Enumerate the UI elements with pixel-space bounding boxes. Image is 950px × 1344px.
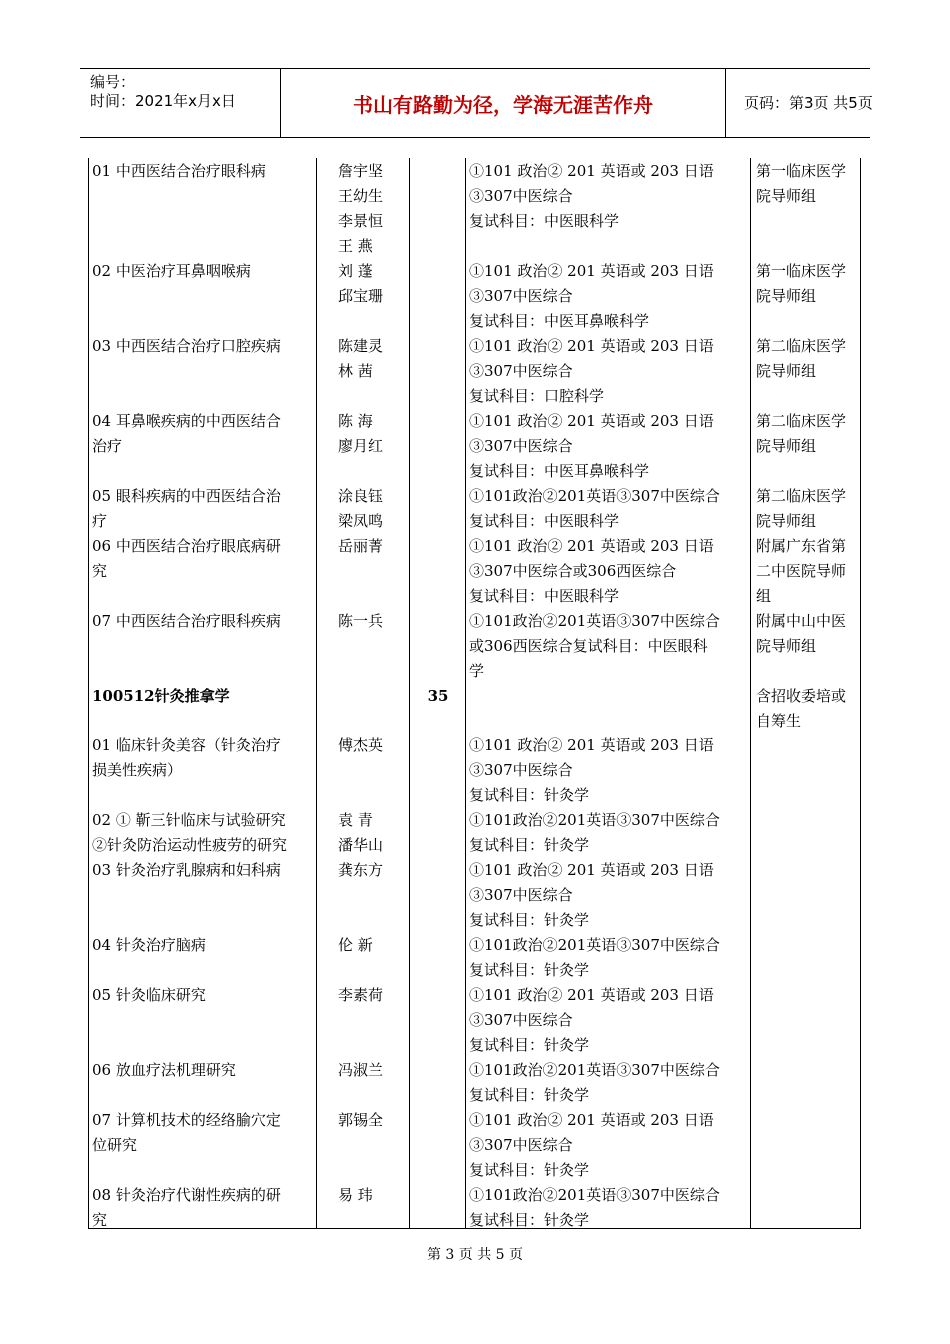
exam-subjects: [469, 409, 751, 484]
exam-subjects: [469, 259, 751, 334]
remark: [756, 159, 860, 209]
tutor-names-line: 王 燕: [338, 237, 373, 255]
tutor-names-line: 陈 海: [338, 412, 373, 430]
tutor-names-line: 邱宝珊: [338, 287, 384, 305]
exam-subjects: [469, 334, 751, 409]
exam-subjects: [469, 933, 751, 983]
tutor-names: [338, 609, 390, 634]
remark: [756, 534, 860, 609]
exam-subjects-line: 复试科目：中医眼科学: [469, 587, 620, 605]
exam-subjects-line: 复试科目：中医眼科学: [469, 212, 620, 230]
research-direction-line: 08 针灸治疗代谢性疾病的研: [92, 1186, 281, 1204]
tutor-names-line: 伦 新: [338, 936, 373, 954]
research-direction-line: 100512针灸推拿学: [92, 687, 230, 705]
exam-subjects-line: 复试科目：针灸学: [469, 1036, 590, 1054]
research-direction-line: 04 针灸治疗脑病: [92, 936, 206, 954]
exam-subjects: [469, 1183, 751, 1233]
research-direction-line: 究: [92, 562, 108, 580]
research-direction-line: 究: [92, 1211, 108, 1229]
research-direction-line: 03 中西医结合治疗口腔疾病: [92, 337, 281, 355]
tutor-names: [338, 933, 390, 958]
research-direction-line: 05 针灸临床研究: [92, 986, 206, 1004]
research-direction: [92, 484, 316, 534]
research-direction: [92, 733, 316, 783]
exam-subjects-line: ①101 政治② 201 英语或 203 日语: [469, 537, 714, 555]
motto: 书山有路勤为径，学海无涯苦作舟: [353, 93, 653, 117]
remark-line: 第二临床医学: [756, 412, 847, 430]
tutor-names-line: 陈一兵: [338, 612, 384, 630]
exam-subjects-line: ③307中医综合: [469, 1136, 573, 1154]
remark-line: 第二临床医学: [756, 487, 847, 505]
exam-subjects-line: ①101 政治② 201 英语或 203 日语: [469, 412, 714, 430]
header-meta: [80, 69, 280, 137]
tutor-names-line: 岳丽菁: [338, 537, 384, 555]
tutor-names: [338, 159, 390, 259]
exam-subjects-line: ①101 政治② 201 英语或 203 日语: [469, 337, 714, 355]
remark-line: 第一临床医学: [756, 262, 847, 280]
remark: [756, 484, 860, 534]
exam-subjects-line: ①101政治②201英语③307中医综合: [469, 811, 720, 829]
time-label: 时间：2021年x月x日: [90, 92, 236, 110]
tutor-names-line: 涂良钰: [338, 487, 384, 505]
exam-subjects-line: 复试科目：针灸学: [469, 1086, 590, 1104]
tutor-names-line: 李景恒: [338, 212, 384, 230]
tutor-names-line: 李素荷: [338, 986, 384, 1004]
tutor-names: [338, 1108, 390, 1133]
remark: [756, 334, 860, 384]
remark-line: 第二临床医学: [756, 337, 847, 355]
remark-line: 院导师组: [756, 637, 817, 655]
page-header: [80, 68, 873, 138]
research-direction: [92, 409, 316, 459]
tutor-names-line: 袁 青: [338, 811, 373, 829]
exam-subjects-line: 复试科目：针灸学: [469, 961, 590, 979]
tutor-names-line: 林 茜: [338, 362, 373, 380]
tutor-names-line: 梁凤鸣: [338, 512, 384, 530]
research-direction: [92, 933, 316, 958]
research-direction-line: 位研究: [92, 1136, 138, 1154]
exam-subjects-line: ③307中医综合: [469, 1011, 573, 1029]
research-direction: [92, 858, 316, 883]
tutor-names: [338, 733, 390, 758]
exam-subjects: [469, 1058, 751, 1108]
tutor-names: [338, 808, 390, 858]
exam-subjects: [469, 159, 751, 234]
remark-line: 组: [756, 587, 772, 605]
tutor-names-line: 郭锡全: [338, 1111, 384, 1129]
remark: [756, 259, 860, 309]
exam-subjects-line: ①101 政治② 201 英语或 203 日语: [469, 262, 714, 280]
research-direction: [92, 334, 316, 359]
research-direction: [92, 1058, 316, 1083]
tutor-names-line: 龚东方: [338, 861, 384, 879]
remark-line: 院导师组: [756, 362, 817, 380]
enrollment-count: 35: [427, 687, 449, 705]
tutor-names: [338, 334, 390, 384]
remark: [756, 609, 860, 659]
exam-subjects-line: ①101 政治② 201 英语或 203 日语: [469, 986, 714, 1004]
research-direction-line: 06 中西医结合治疗眼底病研: [92, 537, 281, 555]
exam-subjects-line: 复试科目：中医耳鼻喉科学: [469, 312, 650, 330]
tutor-names-line: 廖月红: [338, 437, 384, 455]
research-direction: [92, 983, 316, 1008]
remark-line: 院导师组: [756, 187, 817, 205]
exam-subjects: [469, 808, 751, 858]
tutor-names-line: 易 玮: [338, 1186, 373, 1204]
research-direction-line: 损美性疾病）: [92, 761, 183, 779]
exam-subjects: [469, 484, 751, 534]
research-direction: [92, 808, 316, 858]
research-direction-line: 01 临床针灸美容（针灸治疗: [92, 736, 281, 754]
code-label: 编号：: [90, 73, 136, 91]
exam-subjects-line: 复试科目：中医耳鼻喉科学: [469, 462, 650, 480]
exam-subjects: [469, 534, 751, 609]
exam-subjects-line: ③307中医综合: [469, 362, 573, 380]
tutor-names: [338, 259, 390, 309]
tutor-names-line: 刘 蓬: [338, 262, 373, 280]
research-direction: [92, 609, 316, 634]
research-direction-line: 01 中西医结合治疗眼科病: [92, 162, 266, 180]
research-direction: [92, 259, 316, 284]
exam-subjects-line: ①101政治②201英语③307中医综合: [469, 612, 720, 630]
remark-line: 二中医院导师: [756, 562, 847, 580]
page-info: 页码：第3页 共5页: [744, 94, 873, 112]
research-direction: [92, 1108, 316, 1158]
tutor-names: [338, 1058, 390, 1083]
research-direction-line: 02 中医治疗耳鼻咽喉病: [92, 262, 251, 280]
table-divider-2: [409, 158, 410, 1229]
header-page-cell: [726, 69, 873, 137]
exam-subjects-line: ①101 政治② 201 英语或 203 日语: [469, 162, 714, 180]
remark-line: 含招收委培或: [756, 687, 847, 705]
remark-line: 附属中山中医: [756, 612, 847, 630]
remark: [756, 684, 860, 734]
research-direction-line: 疗: [92, 512, 108, 530]
research-direction-line: 治疗: [92, 437, 123, 455]
tutor-names: [338, 1183, 390, 1208]
exam-subjects-line: ①101政治②201英语③307中医综合: [469, 1186, 720, 1204]
remark-line: 院导师组: [756, 512, 817, 530]
exam-subjects-line: 复试科目：针灸学: [469, 911, 590, 929]
exam-subjects: [469, 1108, 751, 1183]
tutor-names: [338, 534, 390, 559]
exam-subjects: [469, 983, 751, 1058]
tutor-names-line: 王幼生: [338, 187, 384, 205]
exam-subjects-line: 复试科目：针灸学: [469, 1211, 590, 1229]
exam-subjects: [469, 609, 751, 684]
table-border-left: [88, 158, 89, 1229]
exam-subjects-line: ①101 政治② 201 英语或 203 日语: [469, 1111, 714, 1129]
exam-subjects-line: ①101政治②201英语③307中医综合: [469, 1061, 720, 1079]
table-divider-1: [316, 158, 317, 1229]
remark-line: 院导师组: [756, 437, 817, 455]
research-direction-line: ②针灸防治运动性疲劳的研究: [92, 836, 288, 854]
exam-subjects-line: ①101政治②201英语③307中医综合: [469, 936, 720, 954]
table-divider-3: [465, 158, 466, 1229]
exam-subjects-line: ③307中医综合或306西医综合: [469, 562, 677, 580]
exam-subjects-line: 复试科目：针灸学: [469, 786, 590, 804]
research-direction: [92, 1183, 316, 1233]
exam-subjects-line: ③307中医综合: [469, 886, 573, 904]
tutor-names: [338, 858, 390, 883]
research-direction-line: 07 中西医结合治疗眼科疾病: [92, 612, 281, 630]
research-direction-line: 06 放血疗法机理研究: [92, 1061, 236, 1079]
tutor-names-line: 陈建灵: [338, 337, 384, 355]
exam-subjects: [469, 733, 751, 808]
exam-subjects-line: 学: [469, 662, 485, 680]
remark: [756, 409, 860, 459]
exam-subjects-line: 复试科目：针灸学: [469, 1161, 590, 1179]
exam-subjects-line: 复试科目：中医眼科学: [469, 512, 620, 530]
exam-subjects: [469, 858, 751, 933]
research-direction: [92, 159, 316, 184]
exam-subjects-line: 复试科目：针灸学: [469, 836, 590, 854]
exam-subjects-line: ①101 政治② 201 英语或 203 日语: [469, 736, 714, 754]
tutor-names-line: 傅杰英: [338, 736, 384, 754]
research-direction-line: 03 针灸治疗乳腺病和妇科病: [92, 861, 281, 879]
page-footer: 第 3 页 共 5 页: [426, 1247, 524, 1263]
header-motto-cell: [280, 69, 726, 137]
research-direction-line: 04 耳鼻喉疾病的中西医结合: [92, 412, 281, 430]
tutor-names-line: 潘华山: [338, 836, 384, 854]
exam-subjects-line: ③307中医综合: [469, 187, 573, 205]
remark-line: 院导师组: [756, 287, 817, 305]
exam-subjects-line: 或306西医综合复试科目：中医眼科: [469, 637, 708, 655]
research-direction-line: 05 眼科疾病的中西医结合治: [92, 487, 281, 505]
tutor-names-line: 冯淑兰: [338, 1061, 384, 1079]
tutor-names: [338, 409, 390, 459]
tutor-names: [338, 484, 390, 534]
exam-subjects-line: ③307中医综合: [469, 287, 573, 305]
tutor-names: [338, 983, 390, 1008]
exam-subjects-line: ③307中医综合: [469, 761, 573, 779]
research-direction-line: 07 计算机技术的经络腧穴定: [92, 1111, 281, 1129]
exam-subjects-line: ①101 政治② 201 英语或 203 日语: [469, 861, 714, 879]
tutor-names-line: 詹宇坚: [338, 162, 384, 180]
research-direction: [92, 534, 316, 584]
exam-subjects-line: ①101政治②201英语③307中医综合: [469, 487, 720, 505]
table-border-right: [860, 158, 861, 1229]
exam-subjects-line: ③307中医综合: [469, 437, 573, 455]
remark-line: 自筹生: [756, 712, 802, 730]
research-direction-line: 02 ① 靳三针临床与试验研究: [92, 811, 286, 829]
exam-subjects-line: 复试科目：口腔科学: [469, 387, 605, 405]
remark-line: 第一临床医学: [756, 162, 847, 180]
research-direction: [92, 684, 316, 709]
remark-line: 附属广东省第: [756, 537, 847, 555]
